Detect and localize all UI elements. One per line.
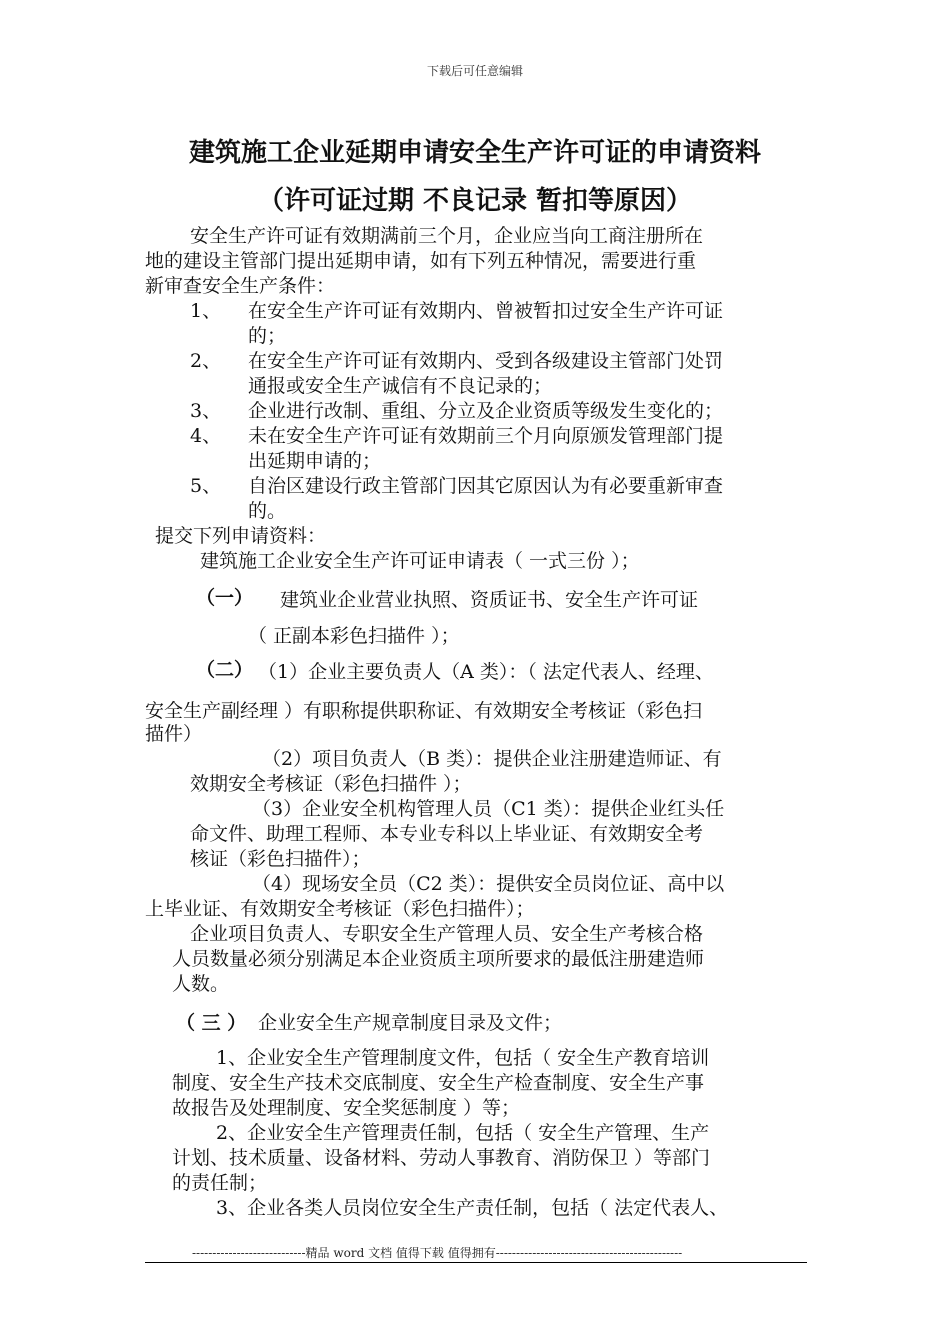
- intro-line: 新审查安全生产条件：: [145, 275, 336, 297]
- application-form-item: 建筑施工企业安全生产许可证申请表（ 一式三份 ）；: [200, 550, 640, 572]
- page-header: 下载后可任意编辑: [426, 64, 523, 78]
- condition-text: 企业进行改制、重组、分立及企业资质等级发生变化的；: [248, 400, 724, 422]
- section-2-text: （1）企业主要负责人（A 类）：（ 法定代表人、经理、: [258, 661, 714, 683]
- condition-text: 的。: [248, 500, 287, 522]
- intro-line: 地的建设主管部门提出延期申请，如有下列五种情况，需要进行重: [145, 250, 697, 272]
- section-2-text: 命文件、助理工程师、本专业专科以上毕业证、有效期安全考: [190, 823, 704, 845]
- condition-text: 在安全生产许可证有效期内、受到各级建设主管部门处罚: [248, 350, 724, 372]
- section-3-item: 的责任制；: [172, 1172, 268, 1194]
- footer-rule: [145, 1262, 807, 1263]
- submit-heading: 提交下列申请资料：: [155, 525, 327, 547]
- condition-number: 3、: [190, 400, 222, 422]
- section-2-note: 企业项目负责人、专职安全生产管理人员、安全生产考核合格: [190, 923, 704, 945]
- section-2-text: （2）项目负责人（B 类）：提供企业注册建造师证、有: [262, 748, 722, 770]
- section-2-text: （3）企业安全机构管理人员（C1 类）：提供企业红头任: [252, 798, 725, 820]
- condition-number: 1、: [190, 300, 222, 322]
- section-3-item: 故报告及处理制度、安全奖惩制度 ）等；: [172, 1097, 521, 1119]
- section-2-text: （4）现场安全员（C2 类）：提供安全员岗位证、高中以: [252, 873, 725, 895]
- page-footer: ----------------------------精品 word 文档 值得下载 值得拥有----------------------------------------------: [192, 1246, 683, 1260]
- document-title: 建筑施工企业延期申请安全生产许可证的申请资料: [188, 138, 761, 168]
- condition-text: 在安全生产许可证有效期内、曾被暂扣过安全生产许可证: [248, 300, 724, 322]
- condition-text: 的；: [248, 325, 287, 347]
- section-2-text: 核证（彩色扫描件）；: [190, 848, 371, 870]
- section-2-text: 上毕业证、有效期安全考核证（彩色扫描件）；: [145, 898, 535, 920]
- section-3-item: 制度、安全生产技术交底制度、安全生产检查制度、安全生产事: [172, 1072, 705, 1094]
- section-2-text: 安全生产副经理 ）有职称提供职称证、有效期安全考核证（彩色扫: [145, 700, 703, 722]
- section-1-label: （一）: [196, 587, 254, 609]
- condition-number: 2、: [190, 350, 222, 372]
- condition-text: 自治区建设行政主管部门因其它原因认为有必要重新审查: [248, 475, 724, 497]
- section-3-item: 2、企业安全生产管理责任制，包括（ 安全生产管理、生产: [216, 1122, 710, 1144]
- intro-line: 安全生产许可证有效期满前三个月，企业应当向工商注册所在: [190, 225, 704, 247]
- condition-text: 未在安全生产许可证有效期前三个月向原颁发管理部门提: [248, 425, 724, 447]
- section-2-note: 人数。: [172, 973, 230, 995]
- section-3-text: 企业安全生产规章制度目录及文件；: [258, 1012, 563, 1034]
- condition-number: 4、: [190, 425, 222, 447]
- section-2-text: 效期安全考核证（彩色扫描件 ）；: [190, 773, 472, 795]
- section-2-label: （二）: [196, 659, 254, 681]
- section-3-item: 1、企业安全生产管理制度文件，包括（ 安全生产教育培训: [216, 1047, 710, 1069]
- section-2-text: 描件）: [145, 723, 203, 745]
- condition-number: 5、: [190, 475, 222, 497]
- condition-text: 通报或安全生产诚信有不良记录的；: [248, 375, 553, 397]
- section-3-item: 计划、技术质量、设备材料、劳动人事教育、消防保卫 ）等部门: [172, 1147, 711, 1169]
- document-subtitle: （许可证过期 不良记录 暂扣等原因）: [257, 186, 693, 216]
- section-2-note: 人员数量必须分别满足本企业资质主项所要求的最低注册建造师: [172, 948, 705, 970]
- condition-text: 出延期申请的；: [248, 450, 382, 472]
- section-1-text: 建筑业企业营业执照、资质证书、安全生产许可证: [280, 589, 699, 611]
- section-3-item: 3、企业各类人员岗位安全生产责任制，包括（ 法定代表人、: [216, 1197, 729, 1219]
- section-1-text: （ 正副本彩色扫描件 ）；: [248, 625, 460, 647]
- section-3-label: （ 三 ）: [176, 1012, 247, 1034]
